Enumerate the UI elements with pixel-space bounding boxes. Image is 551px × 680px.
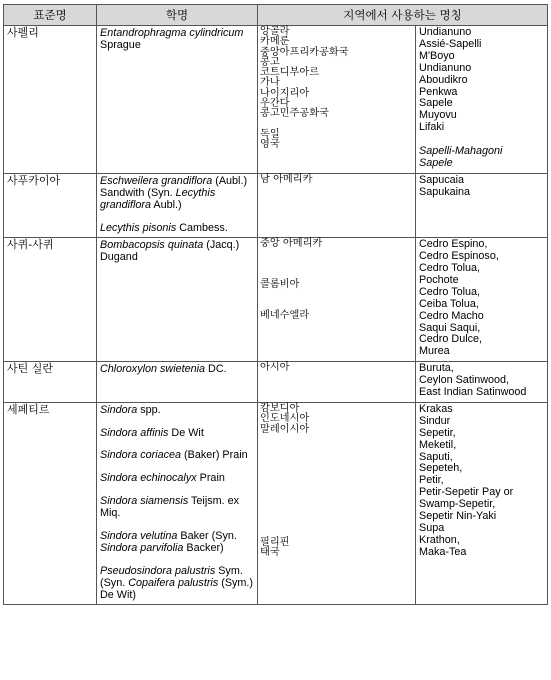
table-row [4, 26, 548, 174]
scientific-name-cell [97, 26, 258, 174]
local-name: Cedro Macho [419, 309, 484, 322]
region-name [260, 435, 412, 445]
standard-name-cell: 사푸카이아 [4, 173, 97, 237]
region-name: 인도네시아 [260, 413, 310, 425]
scientific-name-part: DC. [205, 363, 227, 376]
region-name: 앙골라 [260, 26, 290, 37]
scientific-name-part: Sindora affinis [100, 426, 169, 439]
standard-name-cell: 사틴 실란 [4, 362, 97, 403]
scientific-name-part: Sindora echinocalyx [100, 472, 197, 485]
scientific-name-entry [100, 449, 254, 461]
region-name [260, 455, 412, 465]
scientific-name-part: (Jacq.) Dugand [100, 239, 240, 264]
scientific-name-cell [97, 173, 258, 237]
region-name: 카메룬 [260, 36, 290, 48]
region-name: 영국 [260, 139, 280, 151]
wood-names-table [3, 4, 548, 605]
region-name [260, 486, 412, 496]
local-name: Krakas [419, 402, 453, 415]
scientific-name-part: Pseudosindora palustris [100, 564, 216, 577]
local-name: Swamp-Sepetir, [419, 498, 496, 511]
table-row [4, 173, 548, 237]
region-name: 캄보디아 [260, 402, 300, 414]
region-name [260, 466, 412, 476]
header-local-names: 지역에서 사용하는 명칭 [258, 5, 548, 26]
region-name [260, 249, 412, 259]
standard-name-cell: 사펠리 [4, 26, 97, 174]
scientific-name-entry [100, 222, 254, 234]
scientific-name-part: Copaifera palustris [128, 576, 219, 589]
local-name: Cedro Tolua, [419, 285, 481, 298]
region-name: 태국 [260, 547, 280, 559]
header-standard-name: 표준명 [4, 5, 97, 26]
local-name: Undianuno [419, 61, 472, 74]
region-name [260, 497, 412, 507]
region-name: 아시아 [260, 362, 290, 374]
scientific-name-part: Cambess. [176, 221, 228, 234]
scientific-name-cell [97, 402, 258, 604]
region-name: 독일 [260, 128, 280, 140]
local-names-cell [416, 26, 548, 174]
local-name: Aboudikro [419, 73, 468, 86]
scientific-name-part: Prain [196, 472, 225, 485]
local-name: Murea [419, 345, 450, 358]
local-name: Maka-Tea [419, 545, 467, 558]
scientific-name-part: Eschweilera grandiflora [100, 174, 213, 187]
local-name: Sepetir Nin-Yaki [419, 510, 497, 523]
region-name [260, 445, 412, 455]
scientific-name-part: Sindora parvifolia [100, 541, 184, 554]
local-name: Penkwa [419, 85, 458, 98]
local-names-cell [416, 402, 548, 604]
region-name: 콜롬비아 [260, 279, 300, 291]
local-name: Sapukaina [419, 185, 471, 198]
local-name: Ceiba Tolua, [419, 297, 479, 310]
local-names-cell [416, 173, 548, 237]
scientific-name-part: Lecythis grandiflora [100, 187, 216, 212]
scientific-name-part: Sindora coriacea [100, 449, 182, 462]
scientific-name-entry [100, 239, 254, 263]
region-name: 중앙 아메리카 [260, 238, 323, 250]
scientific-name-part: (Aubl.) Sandwith (Syn. [100, 174, 248, 200]
region-name: 나이지리아 [260, 87, 310, 99]
region-name [260, 476, 412, 486]
local-name: Sepetir, [419, 426, 456, 439]
table-row [4, 362, 548, 403]
region-name [260, 291, 412, 301]
region-name: 가나 [260, 77, 280, 89]
local-name: Cedro Tolua, [419, 261, 481, 274]
scientific-name-entry [100, 565, 254, 602]
scientific-name-part: (Baker) Prain [181, 449, 248, 462]
region-name: 남 아메리카 [260, 173, 313, 185]
local-name: Meketil, [419, 438, 457, 451]
local-name: Supa [419, 522, 445, 535]
standard-name-cell: 세페티르 [4, 402, 97, 604]
scientific-name-part: (Sym.) De Wit) [100, 576, 254, 601]
scientific-name-part: Bombacopsis quinata [100, 239, 204, 252]
region-name: 말레이시아 [260, 423, 310, 435]
scientific-name-part: Sprague [100, 39, 141, 52]
scientific-name-entry [100, 404, 254, 416]
region-name: 콩고 [260, 56, 280, 68]
local-name: Sapele [419, 97, 453, 110]
local-name: Krathon, [419, 533, 460, 546]
scientific-name-entry [100, 472, 254, 484]
region-name: 콩고민주공화국 [260, 108, 329, 120]
scientific-name-part: Entandrophragma cylindricum [100, 27, 244, 39]
region-cell [258, 173, 416, 237]
standard-name-cell: 사퀴-사퀴 [4, 238, 97, 362]
region-name [260, 517, 412, 527]
scientific-name-entry [100, 427, 254, 439]
local-name: Muyovu [419, 109, 457, 122]
scientific-name-part: Sindora velutina [100, 529, 178, 542]
scientific-name-part: Sindora siamensis [100, 494, 189, 507]
region-name: 중앙아프리카공화국 [260, 46, 349, 58]
local-name: Saputi, [419, 450, 453, 463]
scientific-name-entry [100, 530, 254, 554]
scientific-name-part: Chloroxylon swietenia [100, 363, 206, 376]
local-name: Sapelli-Mahagoni [419, 145, 503, 158]
local-name: Undianuno [419, 26, 472, 38]
local-name: Cedro Dulce, [419, 333, 483, 346]
local-name: M'Boyo [419, 49, 455, 62]
header-scientific-name: 학명 [97, 5, 258, 26]
scientific-name-cell [97, 362, 258, 403]
region-name [260, 507, 412, 517]
local-name: Cedro Espinoso, [419, 250, 499, 263]
scientific-name-part: Teijsm. ex Miq. [100, 494, 240, 519]
scientific-name-entry [100, 27, 254, 51]
scientific-name-part: Aubl.) [151, 199, 182, 212]
scientific-name-entry [100, 363, 254, 375]
local-name: Assié-Sapelli [419, 37, 482, 50]
local-name: Sapucaia [419, 173, 465, 186]
local-names-cell [416, 238, 548, 362]
region-name: 코트디부아르 [260, 67, 320, 79]
local-names-cell [416, 362, 548, 403]
region-name [260, 120, 412, 130]
region-name: 우간다 [260, 98, 290, 110]
region-name: 필리핀 [260, 536, 290, 548]
scientific-name-part: De Wit [168, 426, 204, 439]
region-cell [258, 238, 416, 362]
scientific-name-entry [100, 175, 254, 212]
local-name: Sepeteh, [419, 462, 463, 475]
table-row [4, 238, 548, 362]
local-name: Lifaki [419, 121, 445, 134]
local-name: Sapele [419, 156, 453, 169]
scientific-name-part: Baker (Syn. [177, 529, 237, 542]
local-name: Buruta, [419, 362, 454, 375]
region-name [260, 260, 412, 270]
scientific-name-part: Sindora [100, 403, 138, 416]
scientific-name-part: Sym. (Syn. [100, 564, 243, 589]
scientific-name-entry [100, 495, 254, 519]
local-name: Petir, [419, 474, 444, 487]
table-row [4, 402, 548, 604]
region-name: 베네수엘라 [260, 310, 310, 322]
region-cell [258, 26, 416, 174]
local-name: Pochote [419, 273, 459, 286]
scientific-name-part: Backer) [183, 541, 224, 554]
local-name: Petir-Sepetir Pay or [419, 486, 514, 499]
header-row [4, 5, 548, 26]
region-cell [258, 402, 416, 604]
local-name: Ceylon Satinwood, [419, 374, 510, 387]
scientific-name-cell [97, 238, 258, 362]
scientific-name-part: spp. [137, 403, 161, 416]
region-cell [258, 362, 416, 403]
local-name: East Indian Satinwood [419, 386, 527, 399]
local-name: Cedro Espino, [419, 238, 488, 251]
local-name: Sindur [419, 414, 451, 427]
scientific-name-part: Lecythis pisonis [100, 221, 177, 234]
local-name: Saqui Saqui, [419, 321, 481, 334]
